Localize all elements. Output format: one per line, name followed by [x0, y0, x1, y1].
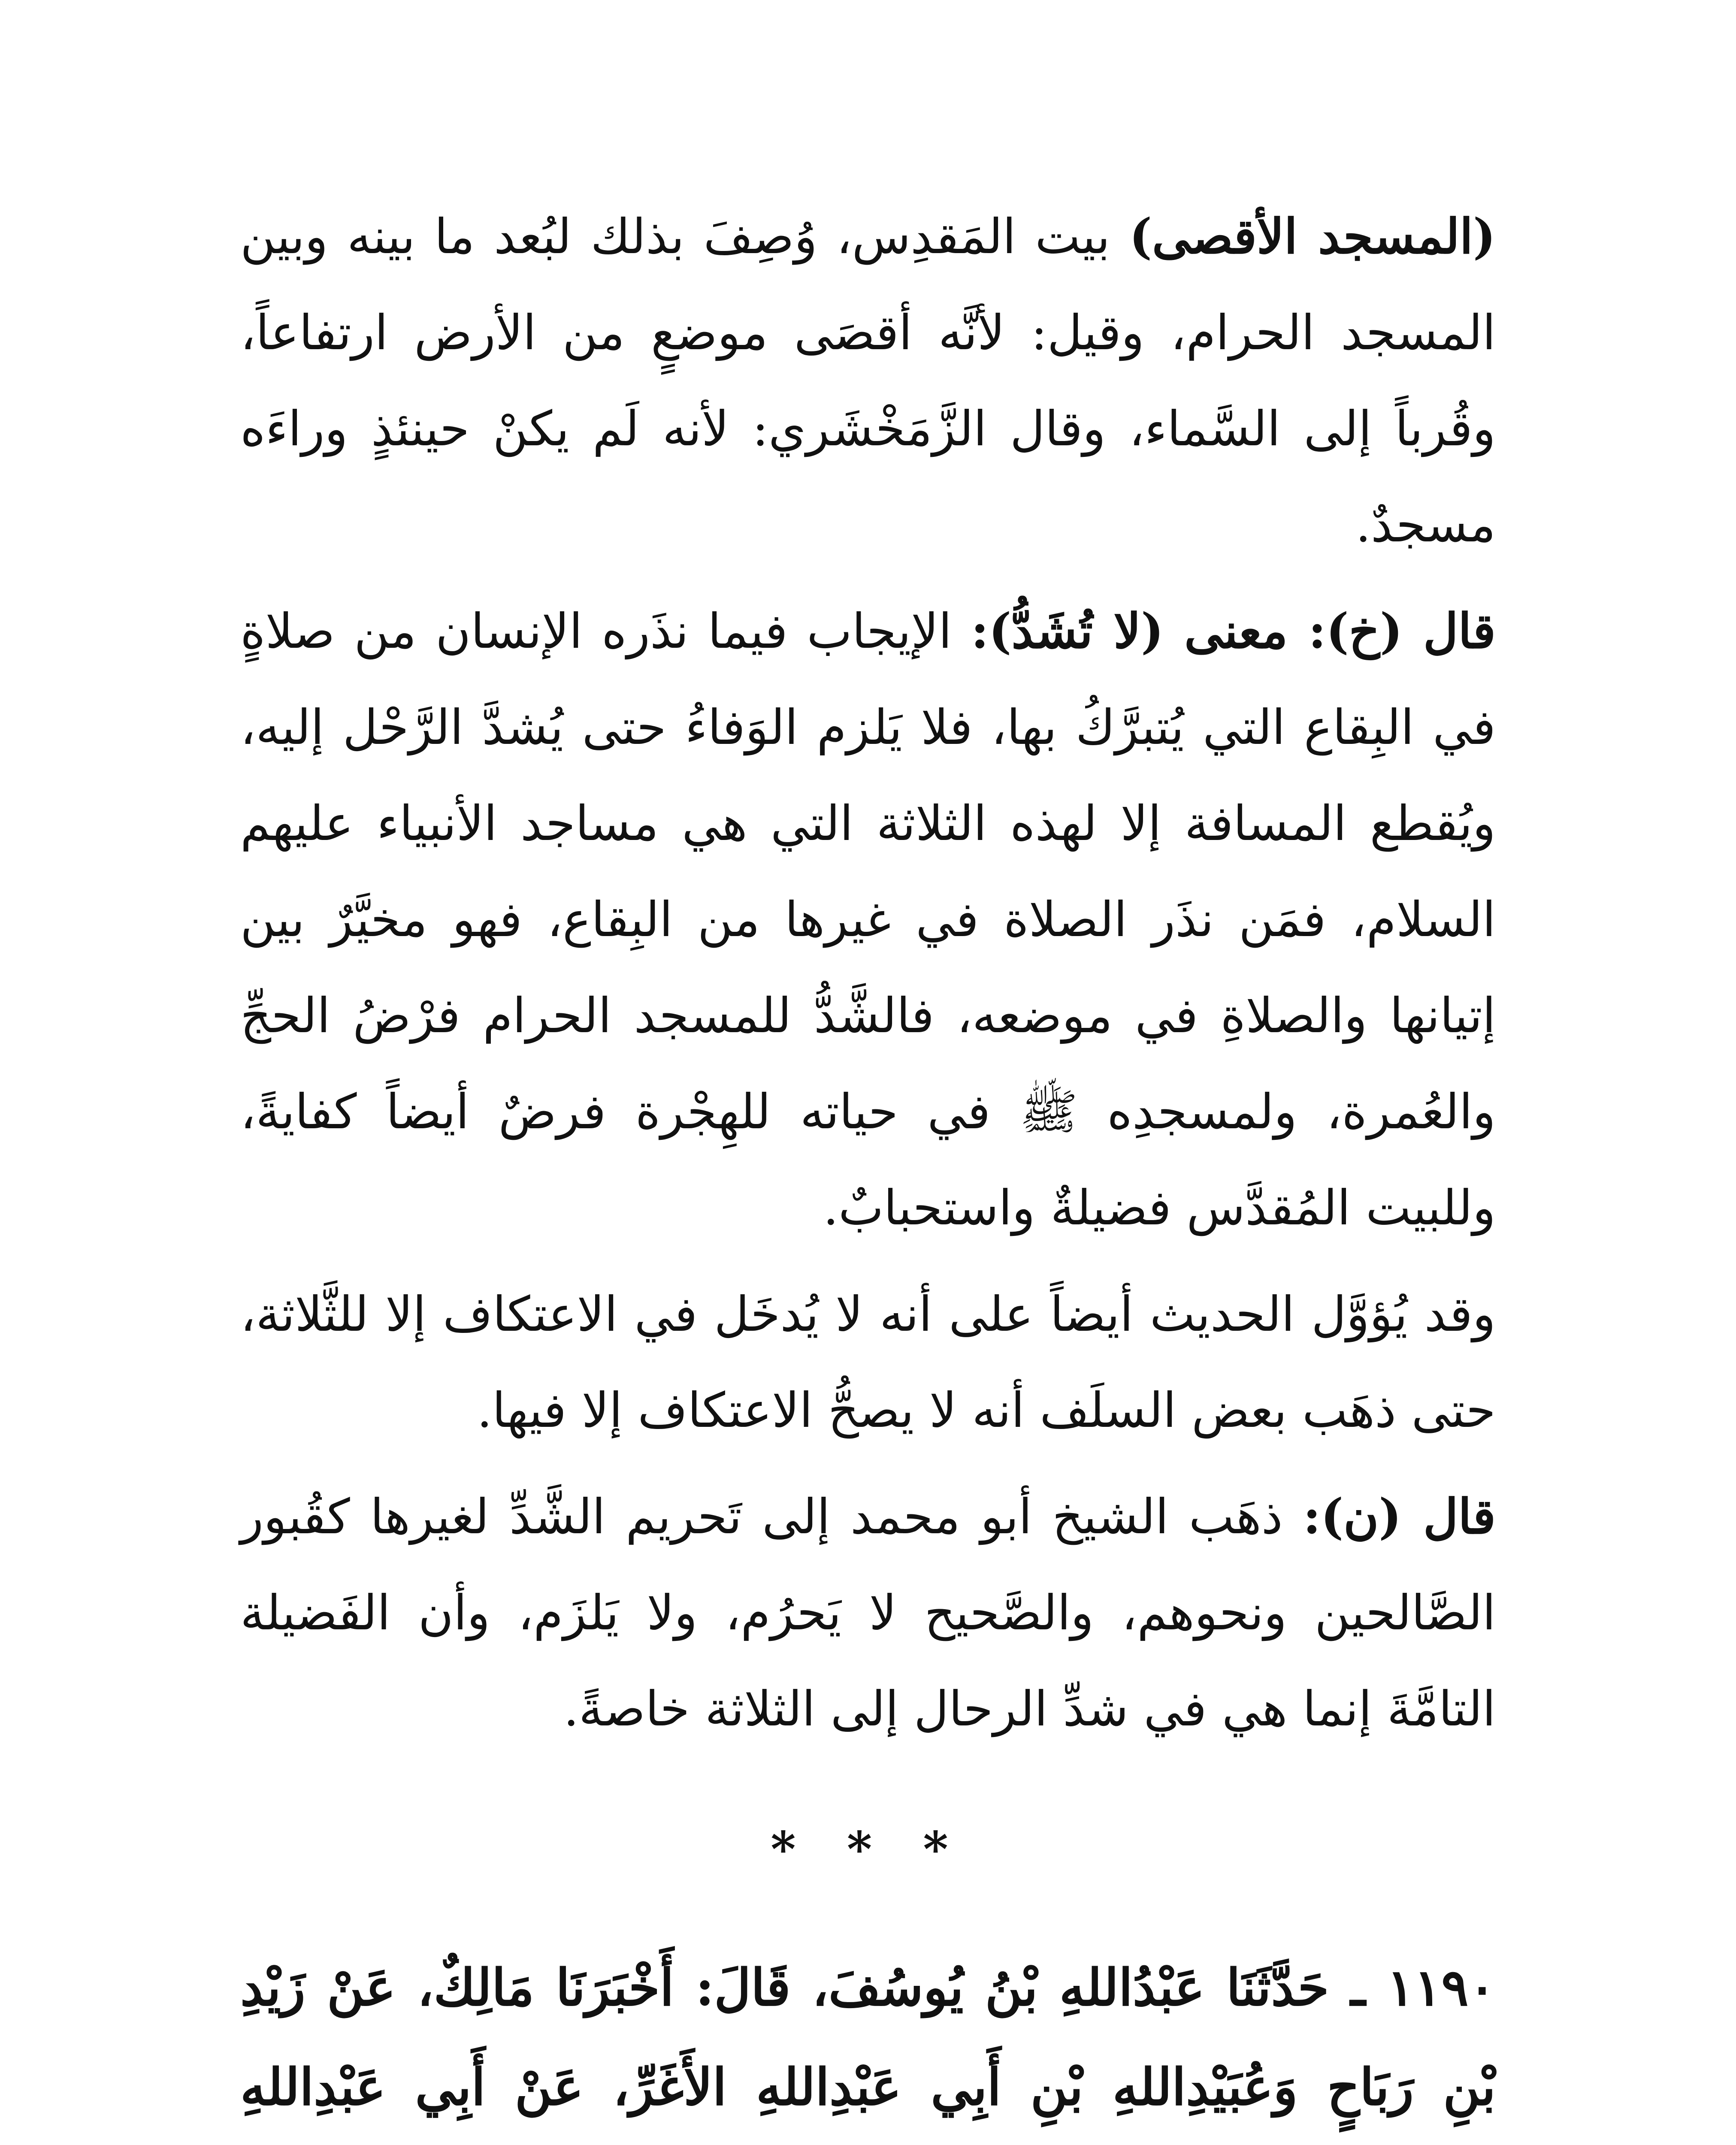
paragraph-itikaf-interpretation: [240, 1266, 1496, 1459]
paragraph-nawawi-commentary: [240, 1469, 1496, 1757]
hadith-number: ١١٩٠: [1387, 1958, 1496, 2017]
paragraph-al-masjid-al-aqsa: [240, 189, 1496, 573]
paragraph-text: الإيجاب فيما نذَره الإنسان من صلاةٍ في البِقاع التي يُتبرَّكُ بها، فلا يَلزم الوَفاءُ حتى يُشدَّ الرَّحْل إليه، ويُقطع المسافة إلا لهذه الثلاثة التي هي مساجد الأنبياء عليهم السلام، فمَن نذَر الصلاة في غيرها من البِقاع، فهو مخيَّرٌ بين إتيانها والصلاةِ في موضعه، فالشَّدُّ للمسجد الحرام فرْضُ الحجِّ والعُمرة، ولمسجدِه ﷺ في حياته للهِجْرة فرضٌ أيضاً كفايةً، وللبيت المُقدَّس فضيلةٌ واستحبابٌ.: [240, 604, 1496, 1236]
paragraph-khattabi-commentary: [240, 583, 1496, 1256]
paragraph-lead: قال (ن):: [1303, 1489, 1496, 1545]
paragraph-lead: قال (خ): معنى (لا تُشَدُّ):: [971, 603, 1496, 659]
section-separator: * * *: [771, 1822, 965, 1878]
paragraph-lead: (المسجد الأقصى): [1129, 208, 1496, 265]
paragraph-text: وقد يُؤوَّل الحديث أيضاً على أنه لا يُدخَل في الاعتكاف إلا للثَّلاثة، حتى ذهَب بعض السلَف أنه لا يصحُّ الاعتكاف إلا فيها.: [240, 1287, 1496, 1438]
paragraph-text: ذهَب الشيخ أبو محمد إلى تَحريم الشَّدِّ لغيرها كقُبور الصَّالحين ونحوهم، والصَّحيح لا يَحرُم، ولا يَلزَم، وأن الفَضيلة التامَّةَ إنما هي في شدِّ الرحال إلى الثلاثة خاصةً.: [240, 1489, 1496, 1737]
paragraph-text: بيت المَقدِس، وُصِفَ بذلك لبُعد ما بينه وبين المسجد الحرام، وقيل: لأنَّه أقصَى موضعٍ من الأرض ارتفاعاً، وقُرباً إلى السَّماء، وقال الزَّمَخْشَري: لأنه لَم يكنْ حينئذٍ وراءَه مسجدٌ.: [240, 209, 1496, 553]
hadith-body: ـ حَدَّثَنَا عَبْدُاللهِ بْنُ يُوسُفَ، قَالَ: أَخْبَرَنَا مَالِكٌ، عَنْ زَيْدِ بْنِ رَبَاحٍ وَعُبَيْدِاللهِ بْنِ أَبِي عَبْدِاللهِ الأَغَرِّ، عَنْ أَبِي عَبْدِاللهِ: [240, 1958, 1496, 2117]
hadith-text: [240, 1938, 1496, 2145]
